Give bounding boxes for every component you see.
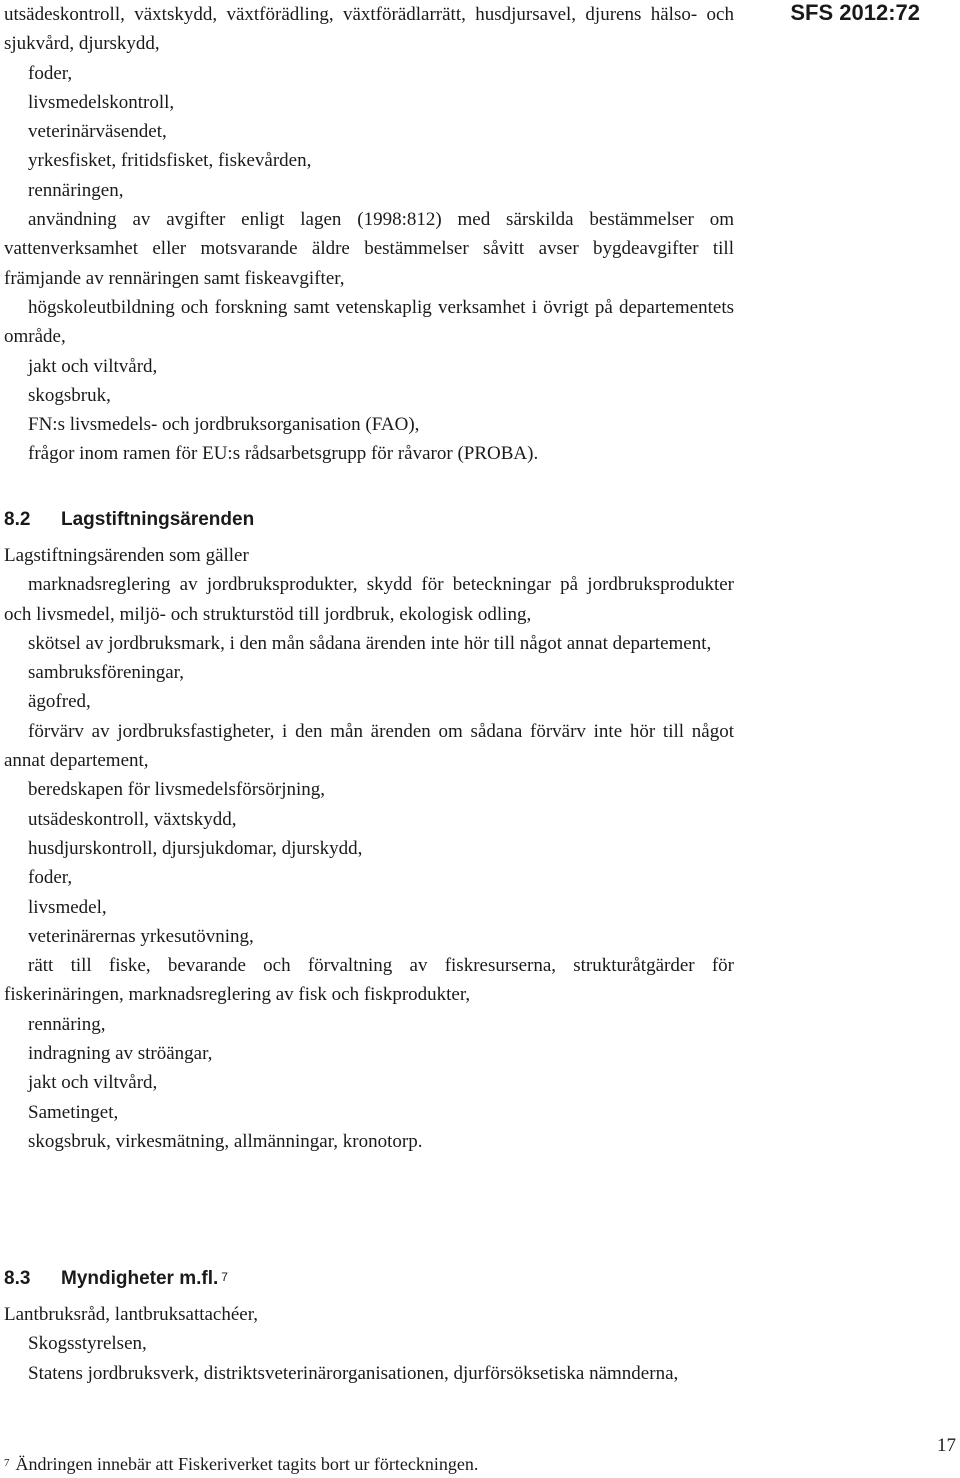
- list-item: användning av avgifter enligt lagen (1998:812) med särskilda bestämmelser om vattenverksamhet eller motsvarande äldre bestämmelser såvitt avser bygdeavgifter till främjande av rennäringen samt fiskeavgifter,: [4, 209, 734, 289]
- list-item: Sametinget,: [28, 1101, 119, 1123]
- list-item: veterinärväsendet,: [28, 121, 167, 143]
- list-item: rätt till fiske, bevarande och förvaltning av fiskresurserna, strukturåtgärder för fiskerinäringen, marknadsreglering av fisk och fiskprodukter,: [4, 955, 734, 1006]
- list-item: jakt och viltvård,: [28, 355, 158, 377]
- footnote-reference: 7: [221, 1270, 228, 1284]
- page-number: 17: [937, 1435, 956, 1456]
- list-item: skogsbruk, virkesmätning, allmänningar, kronotorp.: [28, 1130, 423, 1152]
- sfs-number: SFS 2012:72: [790, 0, 920, 25]
- list-item: foder,: [28, 62, 73, 84]
- list-item: foder,: [28, 867, 73, 889]
- section-title: Myndigheter m.fl.: [61, 1268, 219, 1289]
- list-item: skötsel av jordbruksmark, i den mån sådana ärenden inte hör till något annat departement,: [28, 632, 712, 654]
- list-item: rennäringen,: [28, 179, 124, 201]
- list-item: frågor inom ramen för EU:s rådsarbetsgrupp för råvaror (PROBA).: [28, 443, 539, 465]
- section-intro: Lagstiftningsärenden som gäller: [4, 545, 249, 566]
- list-item: Statens jordbruksverk, distriktsveterinärorganisationen, djurförsöksetiska nämnderna,: [28, 1362, 679, 1384]
- list-item: husdjurskontroll, djursjukdomar, djurskydd,: [28, 837, 363, 859]
- footnote: [4, 1452, 704, 1476]
- section-8-3: [4, 1264, 734, 1388]
- section-title: Lagstiftningsärenden: [61, 509, 255, 530]
- list-item: FN:s livsmedels- och jordbruksorganisation (FAO),: [28, 414, 420, 436]
- footnote-text: Ändringen innebär att Fiskeriverket tagits bort ur förteckningen.: [15, 1454, 479, 1474]
- list-item: beredskapen för livsmedelsförsörjning,: [28, 779, 326, 801]
- list-item: utsädeskontroll, växtskydd, växtförädling, växtförädlarrätt, husdjursavel, djurens hälso- och sjukvård, djurskydd,: [4, 4, 734, 55]
- section-heading: [4, 505, 734, 535]
- section-8-2: [4, 505, 734, 1156]
- section-title-wrap: [61, 1264, 228, 1294]
- list-item: ägofred,: [28, 691, 91, 713]
- list-item: livsmedel,: [28, 896, 107, 918]
- list-item: indragning av ströängar,: [28, 1043, 213, 1065]
- section-heading: [4, 1264, 734, 1294]
- list-item: förvärv av jordbruksfastigheter, i den mån ärenden om sådana förvärv inte hör till något annat departement,: [4, 720, 734, 772]
- section-intro: Lantbruksråd, lantbruksattachéer,: [4, 1304, 259, 1325]
- list-item: högskoleutbildning och forskning samt vetenskaplig verksamhet i övrigt på departementets område,: [4, 296, 734, 348]
- section-number: 8.3: [4, 1268, 31, 1289]
- list-item: utsädeskontroll, växtskydd,: [28, 808, 237, 830]
- top-section: [4, 0, 734, 469]
- footnote-marker: 7: [4, 1457, 10, 1469]
- list-item: rennäring,: [28, 1013, 106, 1035]
- list-item: skogsbruk,: [28, 384, 111, 406]
- list-item: jakt och viltvård,: [28, 1072, 158, 1094]
- list-item: yrkesfisket, fritidsfisket, fiskevården,: [28, 150, 312, 172]
- list-item: sambruksföreningar,: [28, 662, 184, 684]
- list-item: Skogsstyrelsen,: [28, 1333, 147, 1355]
- list-item: veterinärernas yrkesutövning,: [28, 925, 254, 947]
- section-number: 8.2: [4, 509, 31, 530]
- list-item: livsmedelskontroll,: [28, 91, 175, 113]
- list-item: marknadsreglering av jordbruksprodukter, skydd för beteckningar på jordbruksprodukter och livsmedel, miljö- och strukturstöd till jordbruk, ekologisk odling,: [4, 574, 734, 625]
